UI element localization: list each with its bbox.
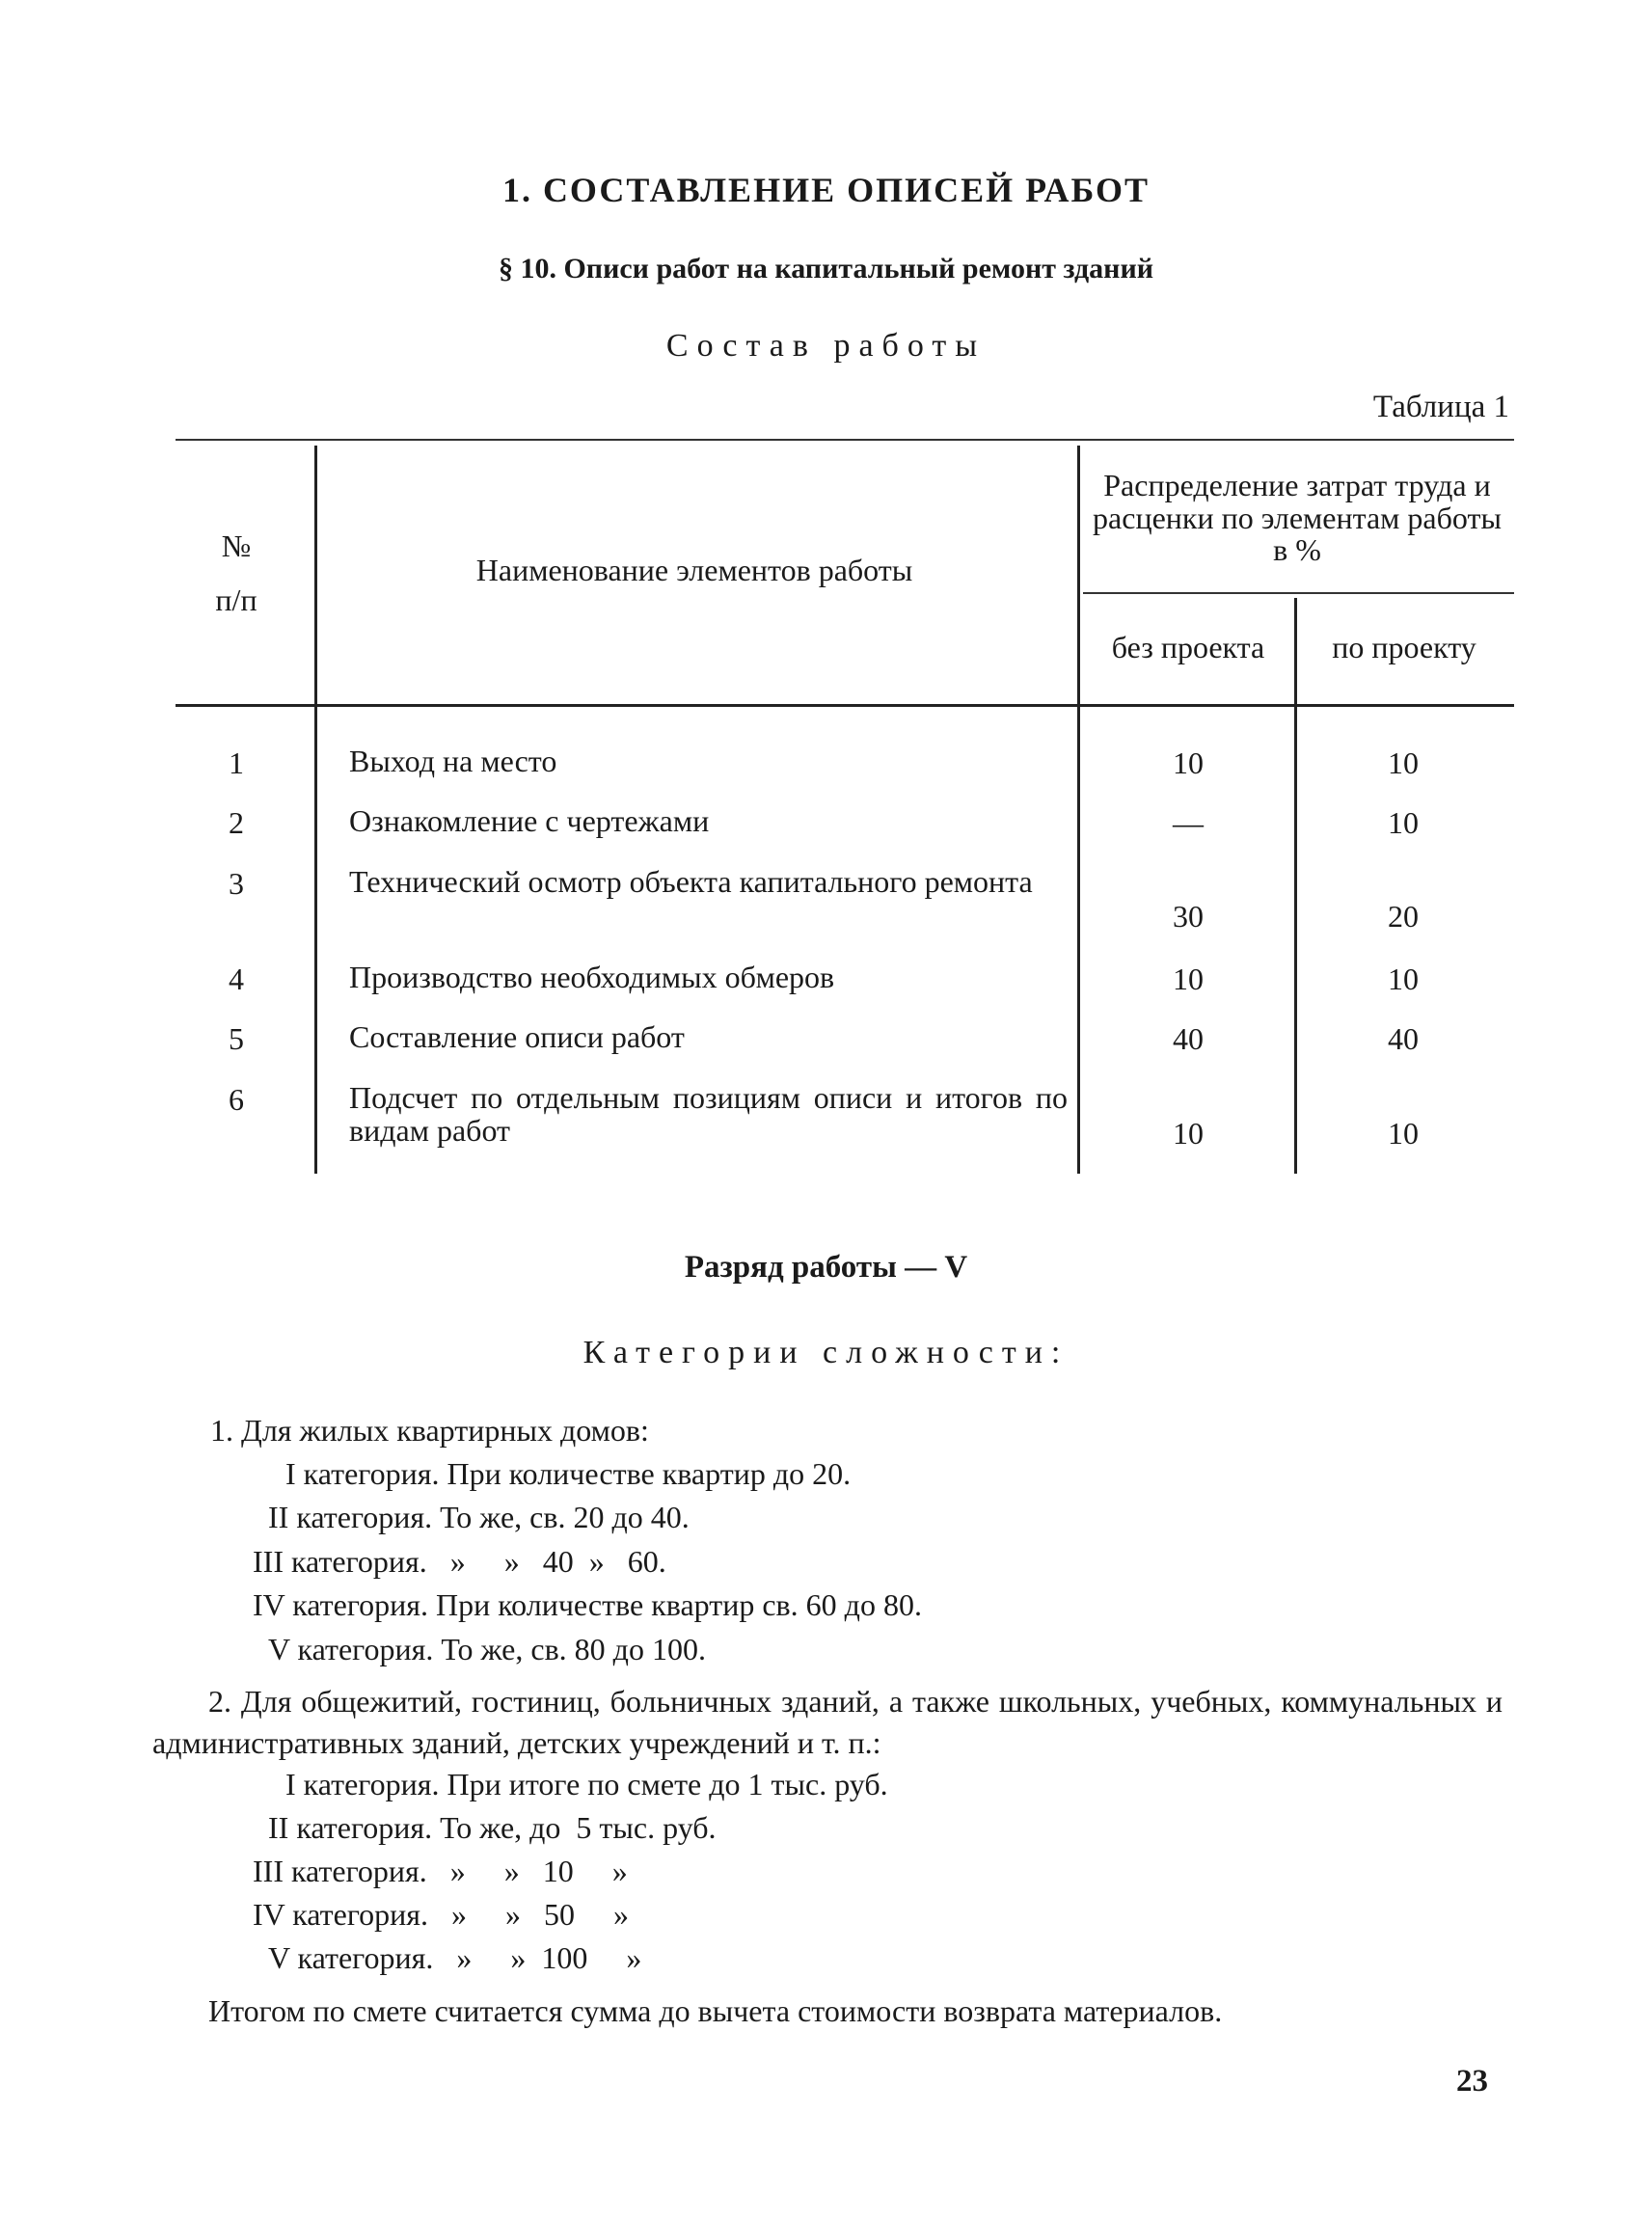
composition-title: Состав работы xyxy=(665,328,987,364)
footer-note: Итогом по смете считается сумма до вычета стоимости возврата материалов. xyxy=(208,1993,1223,2028)
row-number: 6 xyxy=(229,1082,244,1117)
header-with-project: по проекту xyxy=(1332,630,1476,664)
category-item: V категория. » » 100 » xyxy=(268,1940,642,1975)
rank-title: Разряд работы — V xyxy=(684,1250,968,1285)
row-name: Выход на место xyxy=(349,744,557,778)
row-number: 5 xyxy=(229,1021,244,1056)
group-title: 2. Для общежитий, гостиниц, больничных зданий, а также школьных, учебных, коммунальных и административных зданий, детских учреждений и т. п.: xyxy=(152,1684,1503,1761)
row-without-project: — xyxy=(1173,805,1204,840)
row-with-project: 10 xyxy=(1388,805,1419,840)
col-divider-3 xyxy=(1294,598,1297,1174)
row-number: 4 xyxy=(229,962,244,996)
row-with-project: 10 xyxy=(1388,962,1419,996)
category-item: III категория. » » 10 » xyxy=(253,1854,628,1888)
section-title: 1. СОСТАВЛЕНИЕ ОПИСЕЙ РАБОТ xyxy=(501,171,1151,209)
col-divider-1 xyxy=(314,446,317,1174)
row-number: 3 xyxy=(229,866,244,901)
header-sub-rule xyxy=(1083,592,1514,594)
group-title: 1. Для жилых квартирных домов: xyxy=(210,1413,649,1448)
table-top-rule xyxy=(176,439,1514,441)
category-item: III категория. » » 40 » 60. xyxy=(253,1544,666,1579)
row-name: Ознакомление с чертежами xyxy=(349,803,710,838)
category-item: II категория. То же, до 5 тыс. руб. xyxy=(268,1810,717,1845)
header-bottom-rule xyxy=(176,704,1514,707)
row-without-project: 30 xyxy=(1173,899,1204,934)
row-with-project: 20 xyxy=(1388,899,1419,934)
category-item: II категория. То же, св. 20 до 40. xyxy=(268,1500,690,1534)
category-item: V категория. То же, св. 80 до 100. xyxy=(268,1632,706,1666)
row-name: Подсчет по отдельным позициям описи и итогов по видам работ xyxy=(349,1080,1068,1148)
categories-title: Категории сложности: xyxy=(582,1335,1070,1370)
category-item: IV категория. » » 50 » xyxy=(253,1897,629,1932)
row-without-project: 10 xyxy=(1173,745,1204,780)
row-with-project: 10 xyxy=(1388,745,1419,780)
category-item: I категория. При итоге по смете до 1 тыс. руб. xyxy=(285,1767,888,1801)
header-name: Наименование элементов работы xyxy=(475,553,913,587)
row-number: 2 xyxy=(229,805,244,840)
row-without-project: 10 xyxy=(1173,962,1204,996)
row-name: Технический осмотр объекта капитального ремонта xyxy=(349,864,1033,899)
col-divider-2 xyxy=(1077,446,1080,1174)
row-number: 1 xyxy=(229,745,244,780)
paragraph-title: § 10. Описи работ на капитальный ремонт зданий xyxy=(498,253,1154,284)
header-distribution: Распределение затрат труда и расценки по элементам работы в % xyxy=(1093,468,1502,568)
row-with-project: 40 xyxy=(1388,1021,1419,1056)
row-name: Производство необходимых обмеров xyxy=(349,960,835,994)
row-without-project: 10 xyxy=(1173,1116,1204,1151)
row-without-project: 40 xyxy=(1173,1021,1204,1056)
page-number: 23 xyxy=(1456,2064,1488,2099)
category-item: I категория. При количестве квартир до 20. xyxy=(285,1456,852,1491)
row-name: Составление описи работ xyxy=(349,1019,685,1054)
table-label: Таблица 1 xyxy=(1372,390,1509,424)
category-item: IV категория. При количестве квартир св. 60 до 80. xyxy=(253,1587,922,1622)
header-number: № п/п xyxy=(215,528,257,617)
row-with-project: 10 xyxy=(1388,1116,1419,1151)
header-without-project: без проекта xyxy=(1111,630,1265,664)
